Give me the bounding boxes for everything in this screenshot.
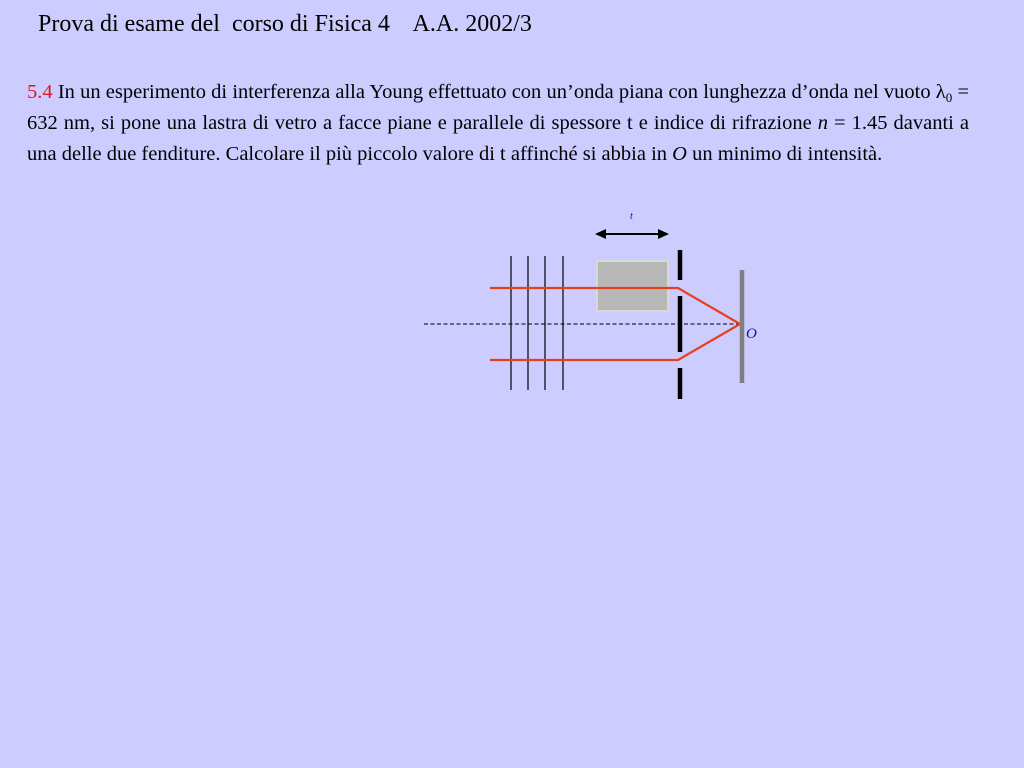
problem-text-part-1: In un esperimento di interferenza alla Young effettuato con un’onda piana con lunghezza d’onda nel vuoto <box>57 81 936 103</box>
thickness-arrowhead-right <box>658 229 669 239</box>
problem-number: 5.4 <box>27 81 53 103</box>
lambda-subscript: 0 <box>945 90 953 105</box>
problem-text-part-4: un minimo di intensità. <box>686 143 883 165</box>
page-title: Prova di esame del corso di Fisica 4 A.A. 2002/3 <box>38 11 532 37</box>
problem-text-part-3: = 1.45 davanti a una delle due fenditure. Calcolare il più piccolo valore di t affinché si abbia in <box>27 112 969 165</box>
refractive-index-symbol: n <box>817 112 828 134</box>
thickness-arrowhead-left <box>595 229 606 239</box>
point-o-symbol: O <box>672 143 687 165</box>
glass-slab <box>597 261 668 311</box>
problem-text-part-2: = 632 nm, si pone una lastra di vetro a facce piane e parallele di spessore t e indice di rifrazione <box>27 81 970 134</box>
lambda-letter: λ <box>935 81 946 103</box>
thickness-label: t <box>630 211 633 222</box>
point-o-label: O <box>746 326 757 342</box>
